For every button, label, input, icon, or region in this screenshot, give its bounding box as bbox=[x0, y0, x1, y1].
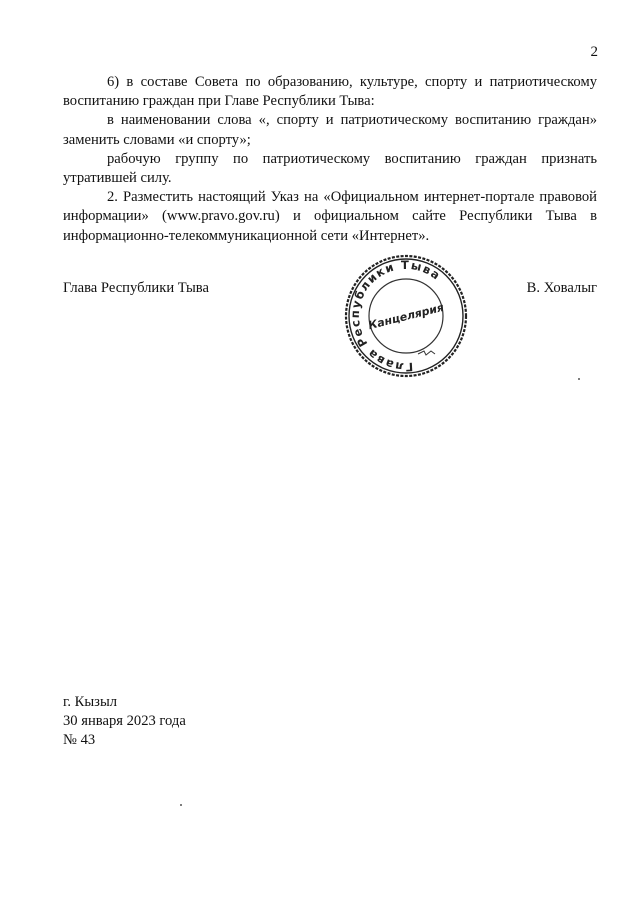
seal-center-text: Канцелярия bbox=[366, 300, 446, 333]
official-seal-icon bbox=[344, 254, 468, 378]
seal-ring-text: Глава Республики Тыва bbox=[347, 257, 444, 375]
footer-date: 30 января 2023 года bbox=[63, 713, 186, 729]
paragraph-rename: в наименовании слова «, спорту и патриотическому воспитанию граждан» заменить словами «и спорту»; bbox=[63, 112, 597, 148]
signatory-position: Глава Республики Тыва bbox=[63, 280, 209, 296]
scan-speck bbox=[578, 378, 580, 380]
paragraph-item-6: 6) в составе Совета по образованию, культуре, спорту и патриотическому воспитанию граждан при Главе Республики Тыва: bbox=[63, 74, 597, 110]
page-number: 2 bbox=[590, 44, 598, 60]
footer-city: г. Кызыл bbox=[63, 694, 118, 710]
footer-number: № 43 bbox=[63, 732, 96, 748]
paragraph-publish: 2. Разместить настоящий Указ на «Официальном интернет-портале правовой информации» (www.pravo.gov.ru) и официальном сайте Республики Тыва в информационно-телекоммуникационной сети «Интернет». bbox=[63, 189, 597, 244]
paragraph-working-group: рабочую группу по патриотическому воспитанию граждан признать утратившей силу. bbox=[63, 150, 597, 187]
decree-footer bbox=[63, 693, 186, 750]
scan-speck bbox=[180, 804, 182, 806]
signatory-name: В. Ховалыг bbox=[526, 280, 597, 296]
decree-body bbox=[63, 73, 597, 246]
seal-scribble-icon bbox=[418, 351, 435, 355]
